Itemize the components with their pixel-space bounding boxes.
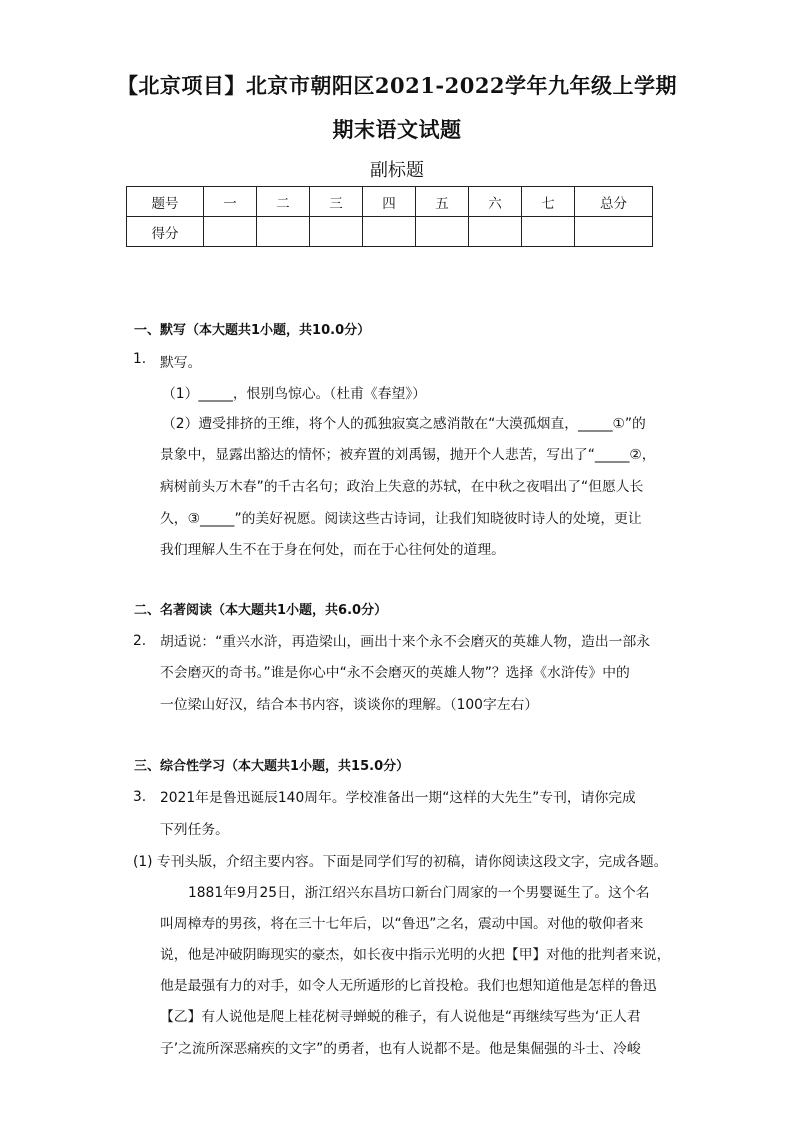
score-cell: 总分 [575, 187, 653, 217]
section-heading-3: 三、综合性学习（本大题共1小题，共15.0分） [134, 759, 410, 774]
score-input-cell[interactable] [204, 217, 257, 247]
passage-line: 叫周樟寿的男孩，将在三十七年后，以“鲁迅”之名，震动中国。对他的敬仰者来 [160, 916, 644, 932]
question-line: 2021年是鲁迅诞辰140周年。学校准备出一期“这样的大先生”专刊，请你完成 [160, 790, 636, 806]
exam-title-line2: 期末语文试题 [332, 117, 462, 142]
question-line: （1）_____，恨别鸟惊心。（杜甫《春望》） [162, 386, 427, 402]
score-input-cell[interactable] [257, 217, 310, 247]
exam-subtitle: 副标题 [370, 160, 424, 181]
section-heading-2: 二、名著阅读（本大题共1小题，共6.0分） [134, 603, 388, 618]
question-number-1: 1. [133, 351, 147, 367]
question-line: 一位梁山好汉，结合本书内容，谈谈你的理解。（100字左右） [160, 697, 539, 713]
score-cell: 五 [416, 187, 469, 217]
score-cell: 三 [310, 187, 363, 217]
question-line: 不会磨灭的奇书。”谁是你心中“永不会磨灭的英雄人物”？选择《水浒传》中的 [160, 665, 630, 681]
score-cell: 二 [257, 187, 310, 217]
question-line: 久，③_____”的美好祝愿。阅读这些古诗词，让我们知晓彼时诗人的处境，更让 [160, 511, 642, 527]
score-cell: 六 [469, 187, 522, 217]
question-number-2: 2. [133, 633, 147, 649]
score-cell: 题号 [127, 187, 204, 217]
question-line: 我们理解人生不在于身在何处，而在于心往何处的道理。 [160, 542, 505, 558]
passage-line: 1881年9月25日，浙江绍兴东昌坊口新台门周家的一个男婴诞生了。这个名 [188, 885, 650, 901]
score-cell: 四 [363, 187, 416, 217]
score-input-cell[interactable] [575, 217, 653, 247]
question-line: 下列任务。 [160, 822, 229, 838]
question-line: 景象中，显露出豁达的情怀；被弃置的刘禹锡，抛开个人悲苦，写出了“_____②， [160, 447, 656, 463]
score-cell: 一 [204, 187, 257, 217]
score-cell: 得分 [127, 217, 204, 247]
question-line: （2）遭受排挤的王维，将个人的孤独寂寞之感消散在“大漠孤烟直，_____①”的 [162, 416, 646, 432]
section-heading-1: 一、默写（本大题共1小题，共10.0分） [134, 323, 371, 338]
score-table-score-row [127, 217, 653, 247]
score-table-header-row [127, 187, 653, 217]
question-line: 胡适说：“重兴水浒，再造梁山，画出十来个永不会磨灭的英雄人物，造出一部永 [160, 634, 651, 650]
question-number-3: 3. [133, 789, 147, 805]
score-table [126, 186, 653, 247]
question-line: 默写。 [160, 355, 202, 371]
passage-line: 他是最强有力的对手，如令人无所遁形的匕首投枪。我们也想知道他是怎样的鲁迅 [160, 978, 657, 994]
score-input-cell[interactable] [363, 217, 416, 247]
passage-line: 说，他是冲破阴晦现实的豪杰，如长夜中指示光明的火把【甲】对他的批判者来说， [160, 947, 671, 963]
sub-question-line: (1) 专刊头版，介绍主要内容。下面是同学们写的初稿，请你阅读这段文字，完成各题。 [133, 854, 668, 870]
passage-line: 子’之流所深恶痛疾的文字”的勇者，也有人说都不是。他是集倔强的斗士、冷峻 [160, 1041, 641, 1057]
score-input-cell[interactable] [416, 217, 469, 247]
score-input-cell[interactable] [522, 217, 575, 247]
score-input-cell[interactable] [310, 217, 363, 247]
score-cell: 七 [522, 187, 575, 217]
exam-title-line1: 【北京项目】北京市朝阳区2021-2022学年九年级上学期 [116, 73, 678, 98]
question-line: 病树前头万木春”的千古名句；政治上失意的苏轼，在中秋之夜唱出了“但愿人长 [160, 479, 644, 495]
passage-line: 【乙】有人说他是爬上桂花树寻蝉蜕的稚子，有人说他是“再继续写些为‘正人君 [160, 1009, 641, 1025]
score-input-cell[interactable] [469, 217, 522, 247]
